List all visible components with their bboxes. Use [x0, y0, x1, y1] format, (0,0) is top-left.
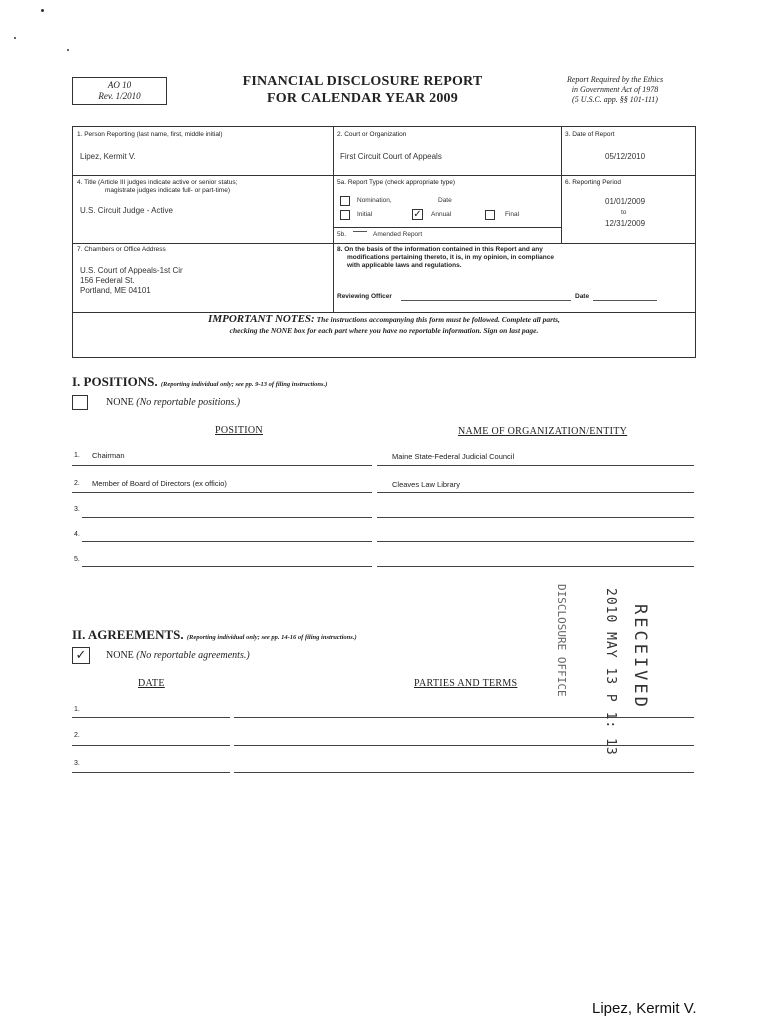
nomination-label: Nomination, [357, 197, 392, 204]
row-line[interactable] [82, 541, 372, 542]
report-title [190, 73, 535, 107]
grid-divider [334, 227, 561, 228]
agreements-none-label [106, 650, 250, 661]
review-date-line[interactable] [593, 300, 657, 301]
agreements-none-checkbox[interactable]: ✓ [72, 647, 90, 664]
report-title-line1: FINANCIAL DISCLOSURE REPORT [242, 74, 483, 89]
row-number: 1. [74, 706, 80, 713]
none-note: (No reportable positions.) [136, 397, 241, 408]
row-line[interactable] [72, 772, 230, 773]
position-cell[interactable]: Member of Board of Directors (ex officio) [92, 479, 227, 488]
row-line [72, 465, 372, 466]
row-number: 2. [74, 732, 80, 739]
position-column-header: POSITION [215, 425, 263, 436]
address-line1[interactable]: U.S. Court of Appeals-1st Cir [80, 266, 183, 275]
ethics-act-note [540, 75, 690, 105]
stamp-date-text: 2010 MAY 13 P 1: 13 [603, 588, 618, 756]
stamp-office-text: DISCLOSURE OFFICE [555, 584, 568, 697]
parties-terms-column-header: PARTIES AND TERMS [414, 678, 518, 689]
row-line[interactable] [72, 745, 230, 746]
reviewing-officer-label: Reviewing Officer [337, 293, 392, 300]
row-line[interactable] [377, 541, 694, 542]
organization-cell[interactable]: Maine State-Federal Judicial Council [392, 452, 515, 461]
court-organization-label: 2. Court or Organization [337, 131, 407, 138]
person-reporting-value[interactable]: Lipez, Kermit V. [80, 152, 136, 161]
final-checkbox[interactable] [485, 210, 495, 220]
amended-report-number: 5b. [337, 231, 347, 238]
reporting-period-start[interactable]: 01/01/2009 [605, 197, 646, 206]
row-number: 3. [74, 760, 80, 767]
certification-statement [337, 246, 554, 270]
row-line[interactable] [82, 517, 372, 518]
row-line[interactable] [377, 566, 694, 567]
received-stamp [550, 584, 660, 756]
important-notes-text: The instructions accompanying this form must be followed. Complete all parts, [316, 315, 560, 324]
address-line3[interactable]: Portland, ME 04101 [80, 286, 151, 295]
row-number: 4. [74, 531, 80, 538]
annual-checkbox[interactable]: ✓ [413, 209, 422, 220]
ethics-line: Report Required by the Ethics [566, 75, 664, 84]
footer-filer-name: Lipez, Kermit V. [592, 1000, 697, 1017]
title-value[interactable]: U.S. Circuit Judge - Active [80, 206, 173, 215]
title-label-line: magistrate judges indicate full- or part-time) [105, 187, 230, 194]
grid-divider [73, 175, 695, 176]
amended-report-blank[interactable] [353, 231, 367, 232]
agreements-heading-note: (Reporting individual only; see pp. 14-16 of filing instructions.) [186, 634, 357, 641]
report-type-label: 5a. Report Type (check appropriate type) [337, 179, 456, 186]
address-line2[interactable]: 156 Federal St. [80, 276, 135, 285]
none-word: NONE [106, 650, 134, 661]
form-code: AO 10 [107, 80, 132, 90]
positions-none-checkbox[interactable] [72, 395, 88, 410]
date-of-report-value[interactable]: 05/12/2010 [605, 152, 646, 161]
scan-speck [41, 9, 44, 12]
certification-line: 8. On the basis of the information contained in this Report and any [337, 246, 543, 253]
reviewing-officer-signature-line[interactable] [401, 300, 571, 301]
none-word: NONE [106, 397, 134, 408]
amended-report-label: Amended Report [373, 231, 423, 238]
nomination-checkbox[interactable] [340, 196, 350, 206]
stamp-received-text: RECEIVED [630, 604, 650, 710]
reporting-period-label: 6. Reporting Period [565, 179, 622, 186]
report-form-grid [72, 126, 696, 358]
certification-line: modifications pertaining thereto, it is, in my opinion, in compliance [347, 254, 554, 261]
important-notes [73, 314, 695, 336]
scan-speck [14, 37, 16, 39]
row-number: 5. [74, 556, 80, 563]
row-line[interactable] [377, 517, 694, 518]
form-revision: Rev. 1/2010 [98, 91, 141, 101]
important-notes-lead: IMPORTANT NOTES: [208, 313, 315, 325]
form-code-box [72, 77, 167, 105]
row-number: 1. [74, 452, 80, 459]
annual-label: Annual [431, 211, 452, 218]
reporting-period-end[interactable]: 12/31/2009 [605, 219, 646, 228]
grid-divider [73, 312, 695, 313]
report-title-line2: FOR CALENDAR YEAR 2009 [267, 91, 458, 106]
row-number: 3. [74, 506, 80, 513]
row-line [377, 492, 694, 493]
title-label [77, 179, 237, 195]
reporting-period-to: to [621, 209, 627, 216]
organization-column-header: NAME OF ORGANIZATION/ENTITY [458, 426, 628, 437]
initial-checkbox[interactable] [340, 210, 350, 220]
grid-divider [73, 243, 695, 244]
position-cell[interactable]: Chairman [92, 451, 125, 460]
ethics-line: in Government Act of 1978 [571, 85, 659, 94]
row-number: 2. [74, 480, 80, 487]
initial-label: Initial [357, 211, 373, 218]
row-line [72, 492, 372, 493]
chambers-address-label: 7. Chambers or Office Address [77, 246, 166, 253]
certification-line: with applicable laws and regulations. [347, 262, 462, 269]
review-date-label: Date [575, 293, 590, 300]
final-label: Final [505, 211, 520, 218]
important-notes-text: checking the NONE box for each part where you have no reportable information. Sign on last page. [229, 326, 539, 335]
row-line[interactable] [234, 772, 694, 773]
court-organization-value[interactable]: First Circuit Court of Appeals [340, 152, 442, 161]
nomination-date-label: Date [438, 197, 452, 204]
agreements-heading-text: II. AGREEMENTS. [72, 627, 184, 642]
positions-none-label [106, 397, 240, 408]
date-column-header: DATE [138, 678, 165, 689]
title-label-line: 4. Title (Article III judges indicate active or senior status; [77, 179, 238, 186]
ethics-line: (5 U.S.C. app. §§ 101-111) [572, 95, 658, 104]
none-note: (No reportable agreements.) [136, 650, 250, 661]
organization-cell[interactable]: Cleaves Law Library [392, 480, 460, 489]
person-reporting-label: 1. Person Reporting (last name, first, middle initial) [77, 131, 223, 138]
row-line[interactable] [72, 717, 230, 718]
grid-divider [561, 127, 562, 243]
row-line[interactable] [234, 745, 694, 746]
agreements-section-heading [72, 627, 357, 643]
positions-section-heading [72, 374, 327, 390]
grid-divider [333, 127, 334, 243]
scan-speck [67, 49, 69, 51]
positions-heading-note: (Reporting individual only; see pp. 9-13 of filing instructions.) [160, 381, 328, 388]
positions-heading-text: I. POSITIONS. [72, 374, 158, 389]
row-line [377, 465, 694, 466]
grid-divider [333, 243, 334, 312]
row-line[interactable] [82, 566, 372, 567]
date-of-report-label: 3. Date of Report [565, 131, 615, 138]
